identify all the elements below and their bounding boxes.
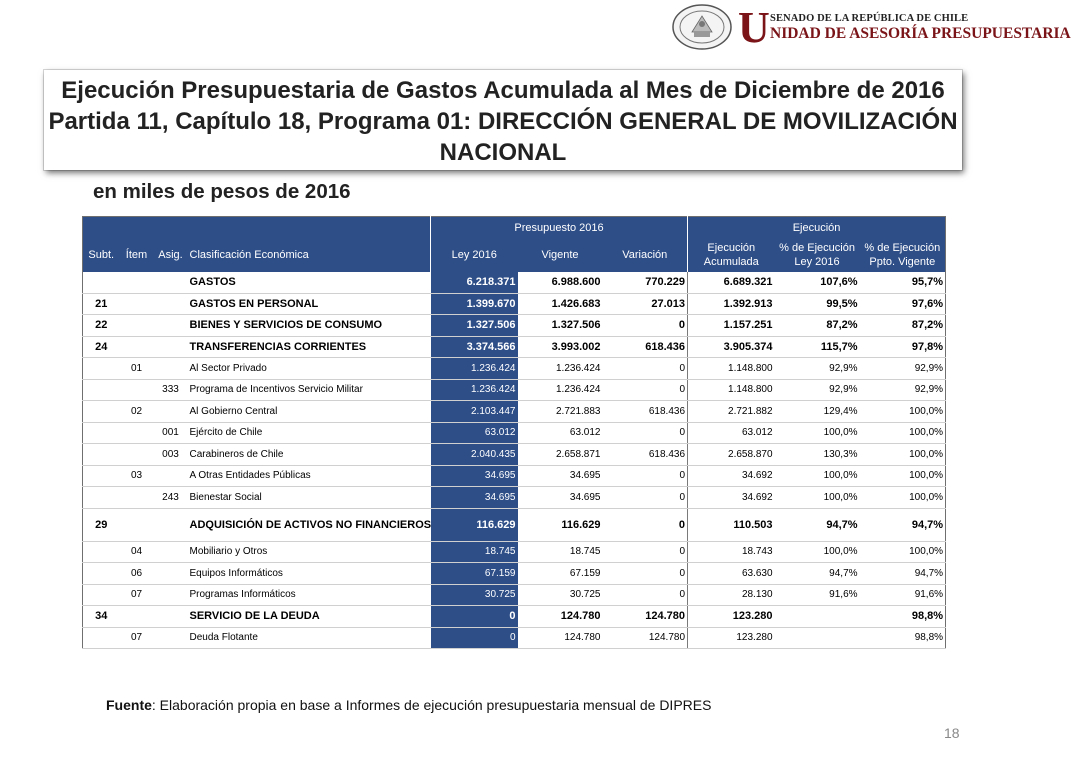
cell-pct-ley: 129,4% [775,401,860,423]
table-row [83,379,946,401]
cell-ejec: 2.721.882 [688,401,775,423]
cell-pct-vig: 95,7% [860,272,946,293]
cell-item: 04 [120,541,154,563]
cell-vigente: 67.159 [518,563,603,585]
header-pct-ley-line1: % de Ejecución [779,242,855,254]
header-clasificacion: Clasificación Económica [188,238,431,272]
cell-clasif: BIENES Y SERVICIOS DE CONSUMO [188,315,431,337]
cell-subt [83,487,120,509]
cell-ley: 1.399.670 [431,293,518,315]
logo-senado-text: SENADO DE LA REPÚBLICA DE CHILE [770,13,969,24]
cell-asig: 001 [154,422,188,444]
cell-ley: 30.725 [431,584,518,606]
logo-initial: U [738,3,770,52]
cell-pct-ley: 100,0% [775,487,860,509]
cell-ejec: 123.280 [688,606,775,628]
cell-subt [83,379,120,401]
cell-ley: 18.745 [431,541,518,563]
cell-subt [83,627,120,649]
header-ejecucion-acumulada [688,238,775,272]
cell-item: 02 [120,401,154,423]
cell-vigente: 1.426.683 [518,293,603,315]
cell-ley: 1.236.424 [431,358,518,380]
table-row [83,444,946,466]
cell-ejec: 63.012 [688,422,775,444]
cell-subt: 24 [83,336,120,358]
header-pct-vigente [860,238,946,272]
header-variacion: Variación [603,238,688,272]
cell-variacion: 0 [603,379,688,401]
cell-pct-vig: 100,0% [860,401,946,423]
cell-ejec: 1.392.913 [688,293,775,315]
cell-item [120,272,154,293]
cell-variacion: 27.013 [603,293,688,315]
cell-subt: 29 [83,508,120,541]
header-ejecucion: Ejecución [688,217,946,239]
cell-ley: 2.103.447 [431,401,518,423]
cell-pct-vig: 98,8% [860,627,946,649]
cell-pct-ley: 115,7% [775,336,860,358]
cell-vigente: 34.695 [518,465,603,487]
cell-variacion: 0 [603,358,688,380]
cell-pct-vig: 100,0% [860,541,946,563]
source-note [106,697,711,713]
cell-pct-ley: 100,0% [775,541,860,563]
cell-item [120,508,154,541]
cell-vigente: 116.629 [518,508,603,541]
cell-clasif: Bienestar Social [188,487,431,509]
header-ley: Ley 2016 [431,238,518,272]
cell-vigente: 1.236.424 [518,379,603,401]
cell-asig [154,584,188,606]
cell-ejec: 110.503 [688,508,775,541]
table-row [83,541,946,563]
cell-ley: 116.629 [431,508,518,541]
cell-item [120,315,154,337]
cell-clasif: Al Gobierno Central [188,401,431,423]
header-presupuesto: Presupuesto 2016 [431,217,688,239]
source-text: : Elaboración propia en base a Informes de ejecución presupuestaria mensual de DIPRES [151,697,712,713]
cell-variacion: 124.780 [603,606,688,628]
cell-ejec: 1.148.800 [688,358,775,380]
cell-item: 06 [120,563,154,585]
cell-asig [154,508,188,541]
header-ejec-line1: Ejecución [707,242,756,254]
cell-subt [83,401,120,423]
table-row [83,563,946,585]
cell-item: 07 [120,627,154,649]
cell-ejec: 1.148.800 [688,379,775,401]
cell-subt: 22 [83,315,120,337]
table-row [83,508,946,541]
title-line-1: Ejecución Presupuestaria de Gastos Acumulada al Mes de Diciembre de 2016 [61,77,945,104]
cell-vigente: 3.993.002 [518,336,603,358]
cell-subt [83,422,120,444]
cell-pct-vig: 97,6% [860,293,946,315]
title-box [44,70,962,170]
header-pct-ley-line2: Ley 2016 [794,256,840,268]
title-line-3: NACIONAL [439,139,567,166]
cell-asig [154,358,188,380]
table-row [83,584,946,606]
header-asig: Asig. [154,238,188,272]
cell-item [120,422,154,444]
header-blank [83,217,431,239]
cell-ley: 1.236.424 [431,379,518,401]
cell-ejec: 63.630 [688,563,775,585]
cell-variacion: 618.436 [603,401,688,423]
cell-clasif: Carabineros de Chile [188,444,431,466]
cell-pct-vig: 92,9% [860,379,946,401]
cell-ley: 0 [431,627,518,649]
cell-ejec: 34.692 [688,487,775,509]
table-row [83,336,946,358]
header-pct-ley [775,238,860,272]
cell-item [120,487,154,509]
cell-asig [154,627,188,649]
cell-ley: 34.695 [431,465,518,487]
units-subtitle: en miles de pesos de 2016 [93,180,351,203]
cell-asig [154,293,188,315]
cell-pct-ley: 91,6% [775,584,860,606]
table-row [83,487,946,509]
cell-pct-ley [775,606,860,628]
table-row [83,293,946,315]
cell-ejec: 18.743 [688,541,775,563]
page-number: 18 [944,725,960,741]
table-row [83,401,946,423]
cell-item [120,293,154,315]
cell-ejec: 1.157.251 [688,315,775,337]
cell-pct-ley: 100,0% [775,465,860,487]
cell-variacion: 618.436 [603,336,688,358]
table-row [83,422,946,444]
cell-vigente: 6.988.600 [518,272,603,293]
cell-clasif: A Otras Entidades Públicas [188,465,431,487]
cell-asig [154,563,188,585]
cell-ley: 6.218.371 [431,272,518,293]
cell-vigente: 63.012 [518,422,603,444]
header-subt: Subt. [83,238,120,272]
cell-pct-ley: 92,9% [775,379,860,401]
cell-vigente: 1.236.424 [518,358,603,380]
cell-ley: 67.159 [431,563,518,585]
cell-pct-vig: 87,2% [860,315,946,337]
cell-pct-vig: 98,8% [860,606,946,628]
cell-vigente: 30.725 [518,584,603,606]
cell-item [120,336,154,358]
cell-variacion: 618.436 [603,444,688,466]
cell-pct-ley: 92,9% [775,358,860,380]
header-vigente: Vigente [518,238,603,272]
cell-ejec: 34.692 [688,465,775,487]
cell-pct-ley: 100,0% [775,422,860,444]
budget-table [82,216,946,649]
cell-pct-ley: 87,2% [775,315,860,337]
cell-vigente: 1.327.506 [518,315,603,337]
cell-asig [154,606,188,628]
cell-asig [154,336,188,358]
cell-variacion: 0 [603,315,688,337]
cell-pct-ley: 107,6% [775,272,860,293]
cell-subt [83,358,120,380]
source-label: Fuente [106,697,152,713]
cell-variacion: 0 [603,541,688,563]
cell-asig [154,465,188,487]
cell-variacion: 0 [603,563,688,585]
cell-pct-ley: 94,7% [775,508,860,541]
cell-item [120,444,154,466]
cell-asig: 003 [154,444,188,466]
cell-clasif: Deuda Flotante [188,627,431,649]
cell-vigente: 34.695 [518,487,603,509]
cell-ley: 3.374.566 [431,336,518,358]
cell-clasif: ADQUISICIÓN DE ACTIVOS NO FINANCIEROS [188,508,431,541]
cell-clasif: Mobiliario y Otros [188,541,431,563]
header-pct-vig-line2: Ppto. Vigente [869,256,936,268]
header-pct-vig-line1: % de Ejecución [864,242,941,254]
table-group-header-row [83,217,946,239]
cell-variacion: 0 [603,508,688,541]
logo-unit-name: NIDAD DE ASESORÍA PRESUPUESTARIA [770,25,1071,42]
title-line-2: Partida 11, Capítulo 18, Programa 01: DIRECCIÓN GENERAL DE MOVILIZACIÓN [48,108,958,135]
cell-asig [154,541,188,563]
cell-pct-vig: 97,8% [860,336,946,358]
senado-logo [672,3,1071,52]
cell-subt [83,541,120,563]
cell-asig: 243 [154,487,188,509]
cell-variacion: 0 [603,465,688,487]
cell-ejec: 6.689.321 [688,272,775,293]
cell-vigente: 18.745 [518,541,603,563]
table-row [83,627,946,649]
header-item: Ítem [120,238,154,272]
cell-subt: 21 [83,293,120,315]
cell-variacion: 770.229 [603,272,688,293]
cell-ley: 34.695 [431,487,518,509]
cell-pct-vig: 94,7% [860,563,946,585]
cell-ley: 63.012 [431,422,518,444]
cell-pct-ley: 130,3% [775,444,860,466]
cell-subt [83,444,120,466]
cell-variacion: 0 [603,584,688,606]
cell-ejec: 28.130 [688,584,775,606]
cell-pct-vig: 94,7% [860,508,946,541]
cell-pct-ley [775,627,860,649]
cell-ejec: 123.280 [688,627,775,649]
cell-variacion: 124.780 [603,627,688,649]
cell-ejec: 3.905.374 [688,336,775,358]
cell-asig: 333 [154,379,188,401]
table-row [83,272,946,293]
cell-subt [83,272,120,293]
cell-variacion: 0 [603,487,688,509]
cell-pct-vig: 100,0% [860,444,946,466]
cell-subt [83,465,120,487]
cell-pct-vig: 100,0% [860,422,946,444]
cell-clasif: Ejército de Chile [188,422,431,444]
cell-pct-ley: 94,7% [775,563,860,585]
table-row [83,606,946,628]
cell-asig [154,401,188,423]
cell-asig [154,272,188,293]
cell-clasif: SERVICIO DE LA DEUDA [188,606,431,628]
cell-vigente: 124.780 [518,627,603,649]
senado-seal-icon [672,4,732,50]
cell-subt [83,584,120,606]
cell-pct-vig: 91,6% [860,584,946,606]
table-header-row [83,238,946,272]
cell-variacion: 0 [603,422,688,444]
cell-clasif: GASTOS EN PERSONAL [188,293,431,315]
cell-ley: 1.327.506 [431,315,518,337]
cell-item: 07 [120,584,154,606]
table-body [83,272,946,649]
cell-clasif: Programa de Incentivos Servicio Militar [188,379,431,401]
cell-item: 03 [120,465,154,487]
table-row [83,358,946,380]
cell-clasif: GASTOS [188,272,431,293]
cell-subt: 34 [83,606,120,628]
header-ejec-line2: Acumulada [703,256,759,268]
cell-clasif: Al Sector Privado [188,358,431,380]
cell-asig [154,315,188,337]
cell-ejec: 2.658.870 [688,444,775,466]
cell-clasif: TRANSFERENCIAS CORRIENTES [188,336,431,358]
cell-pct-ley: 99,5% [775,293,860,315]
cell-ley: 0 [431,606,518,628]
cell-vigente: 124.780 [518,606,603,628]
cell-item [120,379,154,401]
cell-item: 01 [120,358,154,380]
cell-pct-vig: 100,0% [860,465,946,487]
cell-vigente: 2.658.871 [518,444,603,466]
cell-pct-vig: 92,9% [860,358,946,380]
cell-clasif: Programas Informáticos [188,584,431,606]
cell-subt [83,563,120,585]
table-row [83,465,946,487]
cell-item [120,606,154,628]
cell-pct-vig: 100,0% [860,487,946,509]
cell-clasif: Equipos Informáticos [188,563,431,585]
cell-ley: 2.040.435 [431,444,518,466]
cell-vigente: 2.721.883 [518,401,603,423]
table-row [83,315,946,337]
